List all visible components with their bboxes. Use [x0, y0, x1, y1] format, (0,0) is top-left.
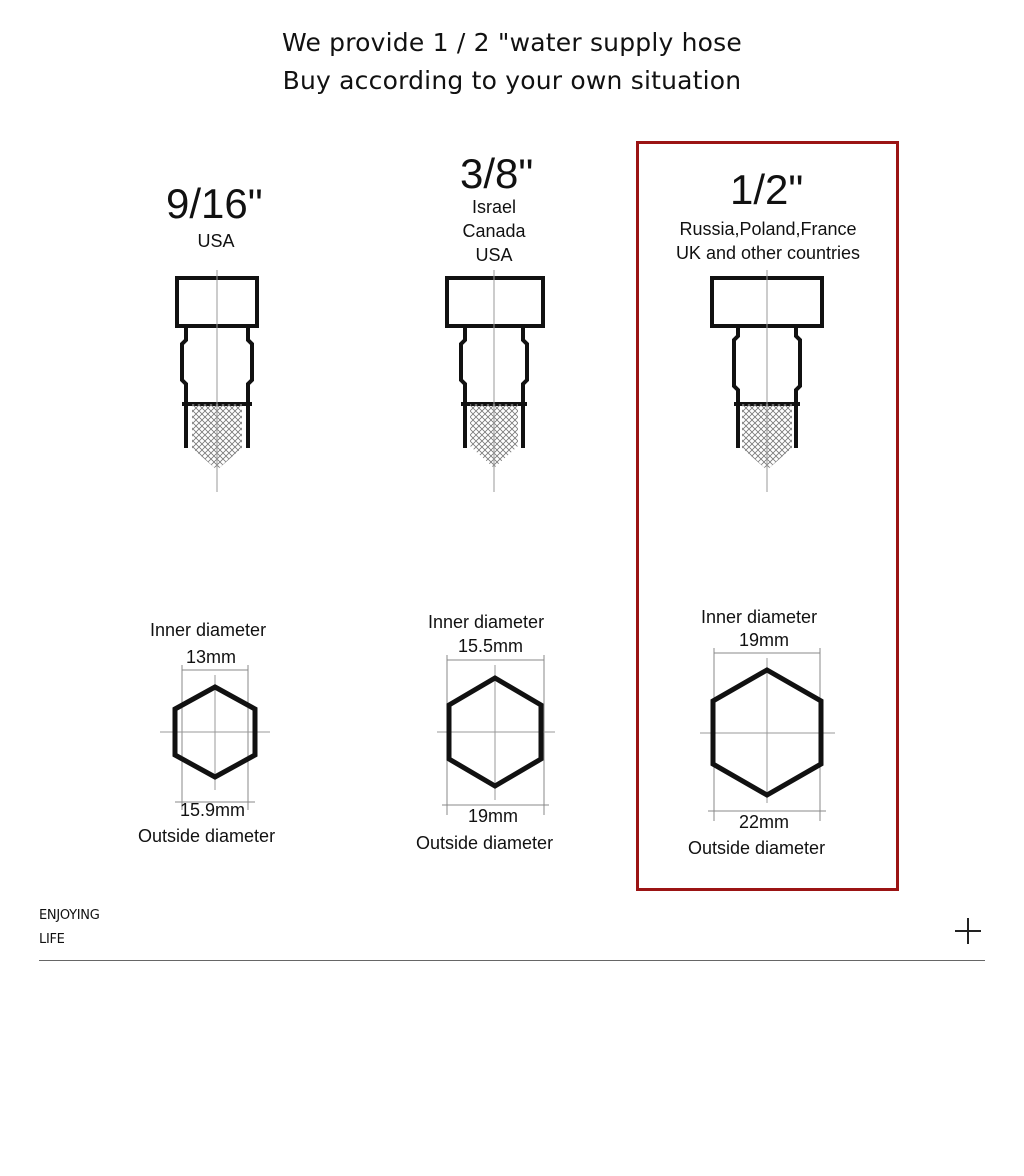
outer-diameter-value: 15.9mm	[180, 800, 246, 820]
region-label-1: Israel	[471, 197, 516, 217]
region-label-3: USA	[475, 245, 513, 265]
inner-diameter-value: 13mm	[186, 647, 237, 667]
inner-diameter-value: 15.5mm	[458, 636, 524, 656]
region-label-2: Canada	[462, 221, 526, 241]
hose-connector-diagram	[710, 270, 830, 500]
brand-line-1: ENJOYING	[39, 908, 100, 923]
size-label: 3/8"	[460, 150, 534, 197]
outer-diameter-value: 22mm	[739, 812, 790, 832]
headline-line-2: Buy according to your own situation	[282, 66, 742, 95]
outer-diameter-label: Outside diameter	[416, 833, 554, 853]
inner-diameter-label: Inner diameter	[428, 612, 545, 632]
outer-diameter-value: 19mm	[468, 806, 519, 826]
outer-diameter-label: Outside diameter	[138, 826, 276, 846]
brand-line-2: LIFE	[39, 932, 65, 947]
region-label: USA	[197, 231, 235, 251]
hose-connector-diagram	[160, 270, 275, 500]
headline-line-1: We provide 1 / 2 "water supply hose	[281, 28, 742, 57]
outer-diameter-label: Outside diameter	[688, 838, 826, 858]
size-label: 1/2"	[730, 166, 804, 213]
inner-diameter-label: Inner diameter	[701, 607, 818, 627]
hexagon-cross-section	[437, 650, 557, 820]
accordion-header[interactable]	[39, 904, 985, 961]
region-label-1: Russia,Poland,France	[679, 219, 857, 239]
brand-text	[39, 904, 99, 952]
region-label-2: UK and other countries	[675, 243, 861, 263]
hexagon-cross-section	[700, 643, 840, 823]
inner-diameter-label: Inner diameter	[150, 620, 267, 640]
size-label: 9/16"	[166, 180, 263, 227]
hexagon-cross-section	[160, 660, 275, 820]
inner-diameter-value: 19mm	[739, 630, 790, 650]
plus-icon[interactable]	[955, 918, 981, 944]
hose-connector-diagram	[437, 270, 552, 500]
